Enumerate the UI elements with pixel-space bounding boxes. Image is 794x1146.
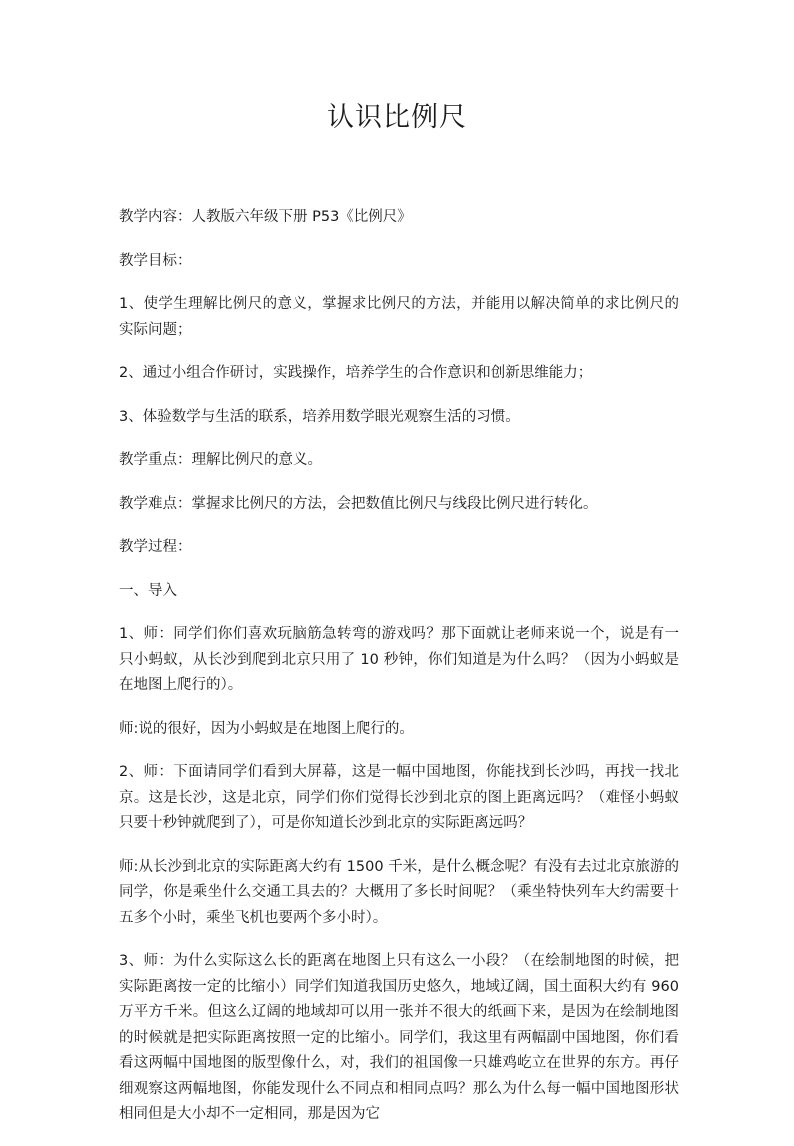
teaching-difficulty: 教学难点：掌握求比例尺的方法，会把数值比例尺与线段比例尺进行转化。 (119, 495, 598, 512)
teacher-remark-1: 师:说的很好，因为小蚂蚁是在地图上爬行的。 (119, 720, 414, 737)
intro-step-2: 2、师：下面请同学们看到大屏幕，这是一幅中国地图，你能找到长沙吗，再找一找北京。这是长沙，这是北京，同学们你们觉得长沙到北京的图上距离远吗？（难怪小蚂蚁只要十秒钟就爬到了），可是你知道长沙到北京的实际距离远吗？ (119, 764, 679, 831)
teaching-process-heading: 教学过程： (119, 539, 192, 555)
teacher-remark-2: 师:从长沙到北京的实际距离大约有 1500 千米，是什么概念呢？有没有去过北京旅游的同学，你是乘坐什么交通工具去的？大概用了多长时间呢？（乘坐特快列车大约需要十五多个小时，乘坐飞机也要两个多小时）。 (119, 858, 679, 926)
intro-step-3: 3、师：为什么实际这么长的距离在地图上只有这么一小段？（在绘制地图的时候，把实际距离按一定的比缩小）同学们知道我国历史悠久，地域辽阔，国土面积大约有 960 万平方千米。但这么辽阔的地域却可以用一张并不很大的纸画下来，是因为在绘制地图的时候就是把实际距离按照一定的比缩小。同学们，我这里有两幅副中国地图，你们看看这两幅中国地图的版型像什么，对，我们的祖国像一只雄鸡屹立在世界的东方。再仔细观察这两幅地图，你能发现什么不同点和相同点吗？那么为什么每一幅中国地图形状相同但是大小却不一定相同，那是因为它 (119, 953, 679, 1122)
section-intro-heading: 一、导入 (119, 582, 177, 599)
teaching-content: 教学内容：人教版六年级下册 P53《比例尺》 (119, 209, 412, 225)
goal-item-1: 1、使学生理解比例尺的意义，掌握求比例尺的方法，并能用以解决简单的求比例尺的实际问题； (119, 296, 679, 338)
document-body (119, 205, 679, 1146)
goal-item-3: 3、体验数学与生活的联系，培养用数学眼光观察生活的习惯。 (119, 408, 520, 425)
document-title: 认识比例尺 (327, 102, 467, 133)
teaching-goals-heading: 教学目标： (119, 252, 192, 269)
intro-step-1: 1、师：同学们你们喜欢玩脑筋急转弯的游戏吗？那下面就让老师来说一个，说是有一只小蚂蚁，从长沙到爬到北京只用了 10 秒钟，你们知道是为什么吗？（因为小蚂蚁是在地图上爬行的）。 (119, 626, 679, 693)
goal-item-2: 2、通过小组合作研讨，实践操作，培养学生的合作意识和创新思维能力； (119, 365, 593, 381)
teaching-key-point: 教学重点：理解比例尺的意义。 (119, 452, 322, 468)
